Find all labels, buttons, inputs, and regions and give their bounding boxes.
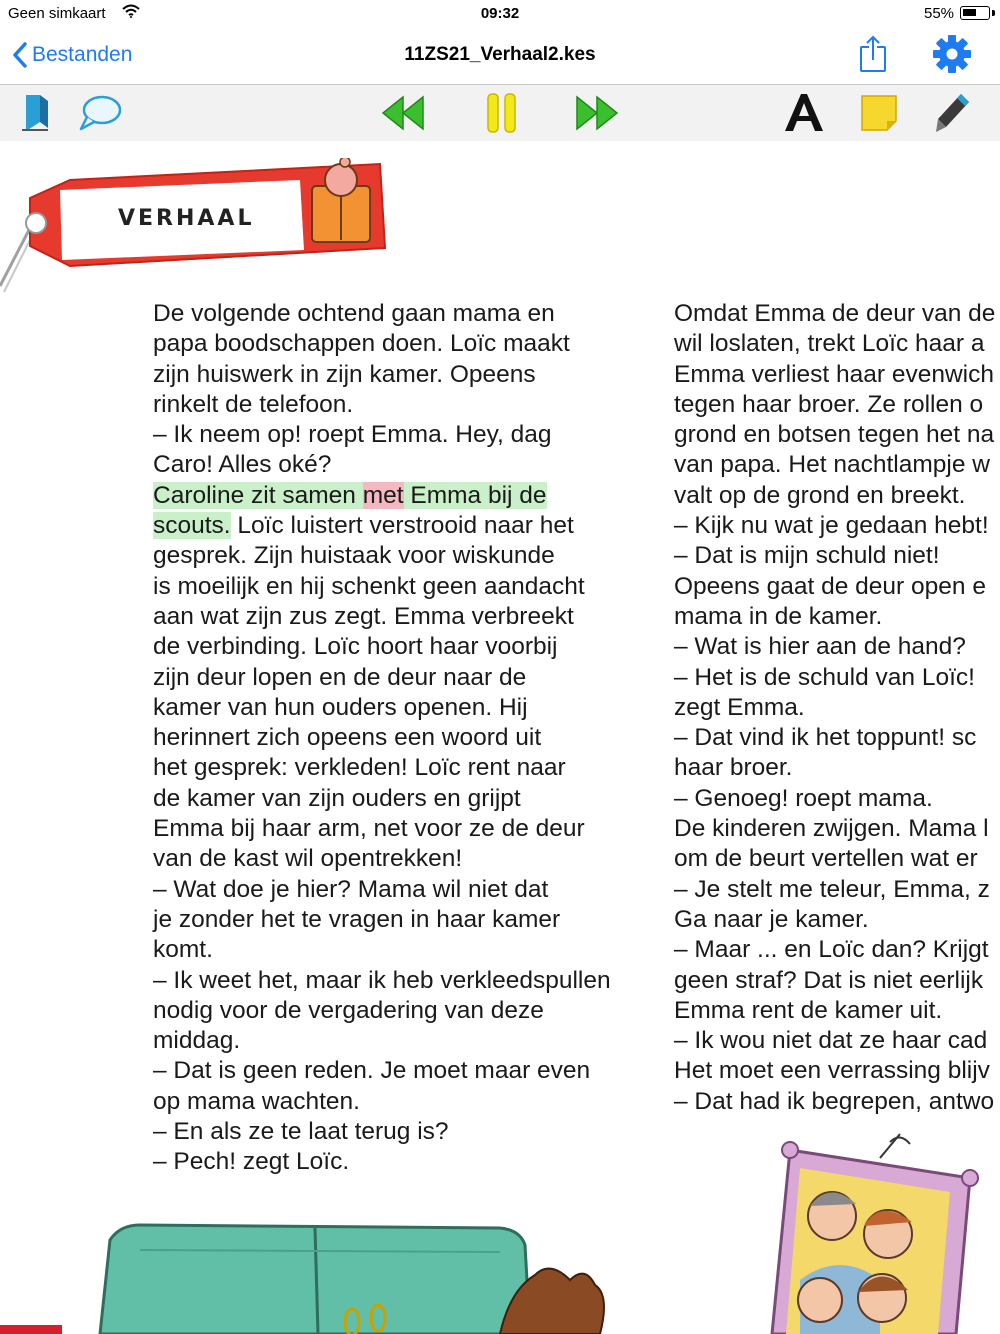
text-line: Caro! Alles oké?	[153, 451, 332, 479]
navigation-bar	[0, 28, 1000, 85]
text-line: Emma verliest haar evenwich	[674, 360, 994, 388]
text-line: de verbinding. Loïc hoort haar voorbij	[153, 633, 558, 661]
text-line: – Dat is geen reden. Je moet maar even	[153, 1057, 591, 1085]
text-line: grond en botsen tegen het na	[674, 421, 995, 449]
highlighted-text: scouts.	[153, 512, 231, 540]
story-text-left-column	[153, 299, 623, 1178]
text-line: mama in de kamer.	[674, 602, 883, 630]
text-line: Omdat Emma de deur van de	[674, 300, 996, 327]
text-line: nodig voor de vergadering van deze	[153, 996, 544, 1024]
text-line: zijn deur lopen en de deur naar de	[153, 663, 527, 691]
fast-forward-icon	[574, 93, 620, 133]
text-line: valt op de grond en breekt.	[674, 481, 966, 509]
settings-button[interactable]	[932, 34, 972, 74]
text-line: rinkelt de telefoon.	[153, 390, 354, 418]
pause-icon	[485, 91, 519, 135]
text-line: De volgende ochtend gaan mama en	[153, 300, 555, 327]
text-line: – Ik weet het, maar ik heb verkleedspullen	[153, 966, 611, 994]
wardrobe-illustration	[80, 1170, 680, 1334]
note-button[interactable]	[858, 91, 900, 135]
text-line: gesprek. Zijn huistaak voor wiskunde	[153, 542, 555, 570]
family-portrait-illustration	[760, 1130, 1000, 1334]
rewind-button[interactable]	[380, 91, 426, 135]
fast-forward-button[interactable]	[574, 91, 620, 135]
text-line: wil loslaten, trekt Loïc haar a	[674, 330, 985, 358]
text-line: tegen haar broer. Ze rollen o	[674, 390, 984, 418]
story-text-right-column	[674, 299, 1000, 1117]
text-line: Emma bij haar arm, net voor ze de deur	[153, 815, 585, 843]
text-line: – Pech! zegt Loïc.	[153, 1148, 350, 1176]
text-line: van de kast wil opentrekken!	[153, 845, 463, 873]
text-line: – Je stelt me teleur, Emma, z	[674, 875, 990, 903]
highlighted-text: Caroline zit samen	[153, 481, 363, 509]
text-line: middag.	[153, 1027, 241, 1055]
reader-toolbar	[0, 85, 1000, 141]
battery-level	[963, 9, 976, 16]
text-line: – Dat had ik begrepen, antwo	[674, 1087, 995, 1115]
sticky-note-icon	[859, 93, 899, 133]
pen-icon	[932, 91, 972, 135]
text-line: is moeilijk en hij schenkt geen aandacht	[153, 572, 585, 600]
text-line: – Ik wou niet dat ze haar cad	[674, 1027, 988, 1055]
rewind-icon	[380, 93, 426, 133]
text-line: de kamer van zijn ouders en grijpt	[153, 784, 521, 812]
text-line: – Kijk nu wat je gedaan hebt!	[674, 512, 989, 540]
current-word-highlight: met	[362, 481, 404, 509]
bookmark-button[interactable]	[16, 91, 56, 135]
text-line: van papa. Het nachtlampje w	[674, 451, 990, 479]
highlighted-sentence-line	[153, 511, 623, 541]
text-line: – Dat vind ik het toppunt! sc	[674, 724, 977, 752]
battery-icon	[960, 6, 990, 20]
text-line: De kinderen zwijgen. Mama l	[674, 815, 989, 843]
gear-icon	[932, 34, 972, 74]
text-line: – Maar ... en Loïc dan? Krijgt	[674, 936, 989, 964]
text-line: om de beurt vertellen wat er	[674, 845, 978, 873]
font-icon	[781, 91, 827, 135]
text-line: – Wat doe je hier? Mama wil niet dat	[153, 875, 549, 903]
comment-button[interactable]	[76, 91, 124, 135]
font-button[interactable]	[780, 91, 828, 135]
text-line-rest: Loïc luistert verstrooid naar het	[230, 512, 574, 540]
bookmark-icon	[18, 92, 54, 134]
page-marker	[0, 1325, 62, 1334]
highlighted-sentence-line	[153, 481, 623, 511]
clock: 09:32	[480, 5, 520, 22]
text-line: haar broer.	[674, 754, 793, 782]
status-bar	[0, 0, 1000, 28]
text-line: kamer van hun ouders openen. Hij	[153, 693, 528, 721]
text-line: het gesprek: verkleden! Loïc rent naar	[153, 754, 566, 782]
text-line: – Ik neem op! roept Emma. Hey, dag	[153, 421, 552, 449]
text-line: – Het is de schuld van Loïc!	[674, 663, 975, 691]
text-line: Het moet een verrassing blijv	[674, 1057, 990, 1085]
share-button[interactable]	[856, 34, 890, 74]
text-line: aan wat zijn zus zegt. Emma verbreekt	[153, 602, 574, 630]
document-title: 11ZS21_Verhaal2.kes	[404, 44, 596, 65]
battery-tip	[992, 10, 995, 16]
text-line: zegt Emma.	[674, 693, 805, 721]
text-line: papa boodschappen doen. Loïc maakt	[153, 330, 570, 358]
text-line: op mama wachten.	[153, 1087, 360, 1115]
text-line: je zonder het te vragen in haar kamer	[153, 905, 561, 933]
text-line: Opeens gaat de deur open e	[674, 572, 986, 600]
text-line: herinnert zich opeens een woord uit	[153, 724, 542, 752]
text-line: zijn huiswerk in zijn kamer. Opeens	[153, 360, 536, 388]
text-line: – Dat is mijn schuld niet!	[674, 542, 940, 570]
highlighted-text: Emma bij de	[403, 481, 547, 509]
text-line: – Genoeg! roept mama.	[674, 784, 933, 812]
battery-percentage: 55%	[924, 5, 955, 22]
text-line: komt.	[153, 936, 213, 964]
back-button-label: Bestanden	[32, 43, 133, 66]
text-line: – Wat is hier aan de hand?	[674, 633, 966, 661]
share-icon	[856, 34, 890, 74]
text-line: geen straf? Dat is niet eerlijk	[674, 966, 984, 994]
pause-button[interactable]	[482, 91, 522, 135]
text-line: Ga naar je kamer.	[674, 905, 869, 933]
pen-button[interactable]	[932, 91, 972, 135]
story-tag-label: VERHAAL	[118, 206, 255, 231]
carrier-label: Geen simkaart	[8, 5, 106, 22]
text-line: – En als ze te laat terug is?	[153, 1118, 449, 1146]
speech-bubble-icon	[77, 93, 123, 133]
text-line: Emma rent de kamer uit.	[674, 996, 943, 1024]
